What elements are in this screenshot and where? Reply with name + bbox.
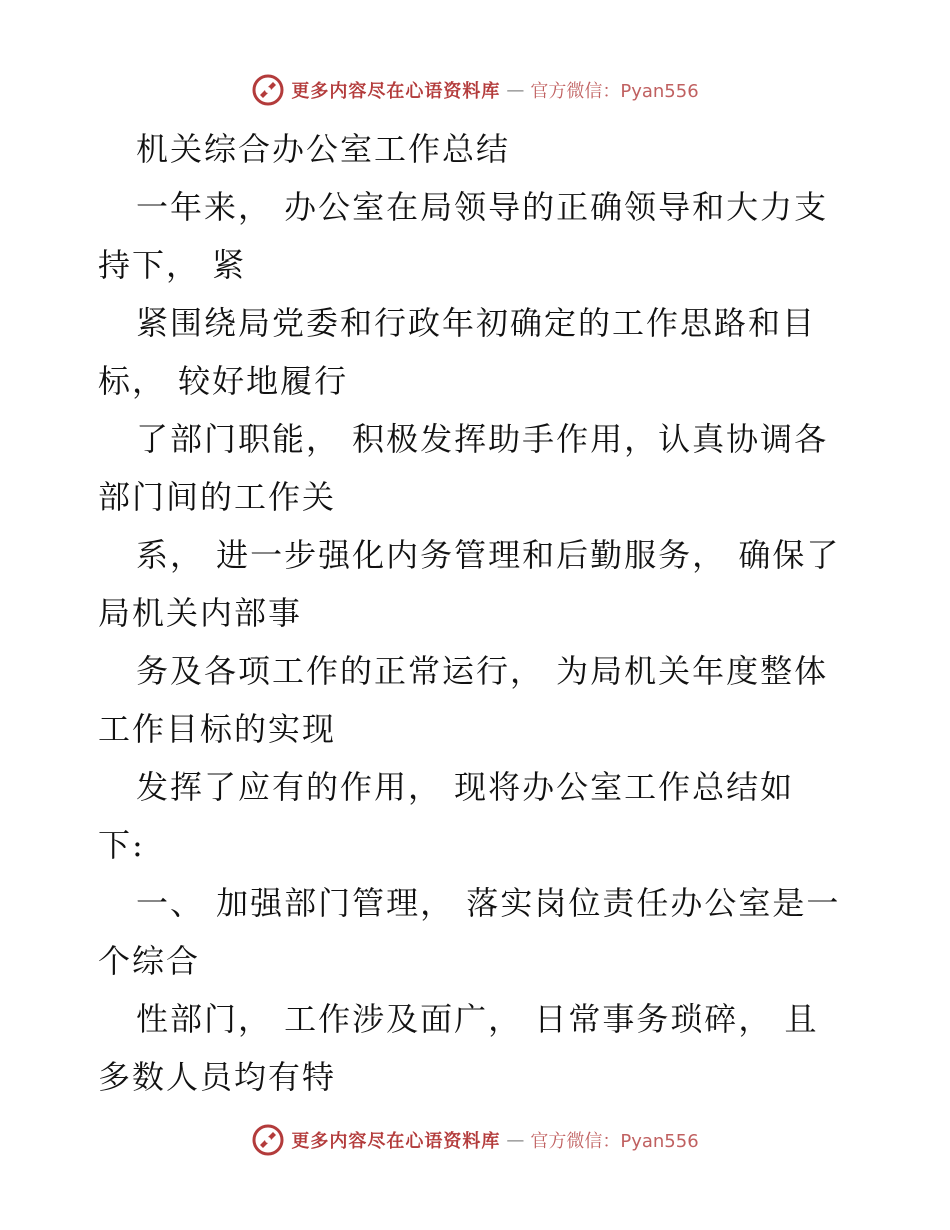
document-line: 系， 进一步强化内务管理和后勤服务， 确保了 [136,536,841,574]
banner-contact: 官方微信：Pyan556 [530,1131,699,1152]
header-banner [0,70,950,110]
brand-logo-icon [251,73,285,107]
document-line: 机关综合办公室工作总结 [136,130,511,168]
banner-separator: — [506,1129,525,1151]
document-line: 多数人员均有特 [98,1058,337,1096]
document-body [98,120,858,1106]
document-line: 部门间的工作关 [98,478,337,516]
document-line: 紧围绕局党委和行政年初确定的工作思路和目 [136,304,817,342]
banner-text: 更多内容尽在心语资料库 [291,81,501,102]
document-line: 一年来， 办公室在局领导的正确领导和大力支 [136,188,829,226]
banner-contact: 官方微信：Pyan556 [530,81,699,102]
document-line: 标， 较好地履行 [98,362,349,400]
document-line: 发挥了应有的作用， 现将办公室工作总结如 [136,768,795,806]
document-line: 性部门， 工作涉及面广， 日常事务琐碎， 且 [136,1000,819,1038]
banner-text: 更多内容尽在心语资料库 [291,1131,501,1152]
document-line: 了部门职能， 积极发挥助手作用，认真协调各 [136,420,829,458]
document-line: 局机关内部事 [98,594,303,632]
footer-banner [0,1120,950,1160]
document-line: 工作目标的实现 [98,710,337,748]
document-line: 个综合 [98,942,201,980]
document-line: 下: [98,826,145,864]
document-line: 务及各项工作的正常运行， 为局机关年度整体 [136,652,829,690]
document-line: 一、 加强部门管理， 落实岗位责任办公室是一 [136,884,841,922]
brand-logo-icon [251,1123,285,1157]
banner-separator: — [506,79,525,101]
document-line: 持下， 紧 [98,246,247,284]
